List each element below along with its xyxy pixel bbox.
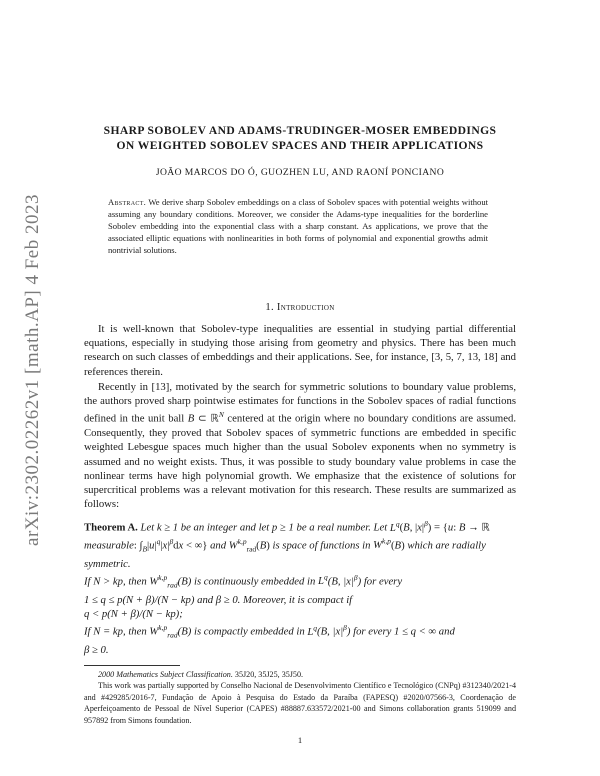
theorem-a xyxy=(84,517,516,657)
theorem-statement: Theorem A. Let k ≥ 1 be an integer and let p ≥ 1 be a real number. Let $L^q(B$, $|x|^\beta) = \{u$: B → ℝ measurable: $\int_B|u|^q|x|^\beta dx$ < ∞} and W$^{k,p}_{rad}$(B) is space of functions in W$^{k,p}$(B) which are radially symmetric. xyxy=(84,519,490,570)
ball-symbol: B xyxy=(187,412,195,425)
section-title: Introduction xyxy=(276,302,335,313)
theorem-label: Theorem A. xyxy=(84,521,138,534)
footnotes xyxy=(84,665,516,726)
abstract xyxy=(108,196,488,256)
title-line-1: SHARP SOBOLEV AND ADAMS-TRUDINGER-MOSER EMBEDDINGS xyxy=(103,124,497,137)
author-list: JOÃO MARCOS DO Ó, GUOZHEN LU, AND RAONÍ PONCIANO xyxy=(155,167,445,178)
abstract-text: We derive sharp Sobolev embeddings on a class of Sobolev spaces with potential weights without assuming any boundary conditions. Moreover, we consider the Adams-type inequalities for the borderline Sobolev embedding into the exponential class with a sharp constant. As applications, we prove that the associated elliptic equations with nonlinearities in both forms of polynomial and exponential growths admit nontrivial solutions. xyxy=(108,197,489,256)
arxiv-identifier-sidebar xyxy=(18,160,48,580)
footnote-rule xyxy=(84,665,180,666)
theorem-case-1: If N > kp, then W$^{k,p}_{rad}$(B) is continuously embedded in $L^q(B$, $|x|^\beta$) for every 1 ≤ q ≤ p(N + β)/(N − kp) and β ≥ 0. Moreover, it is compact if q < p(N + β)/(N − kp); xyxy=(84,572,403,620)
section-heading xyxy=(84,302,516,313)
paper-title xyxy=(84,123,516,153)
paragraph-2-part-2: centered at the origin where no boundary conditions are assumed. Consequently, they proved that Sobolev spaces of symmetric functions are embedded in specific weighted Lebesgue spaces much higher than the usual Sobolev exponents when no symmetry is assumed and no weight exists. Thus, it was possible to study boundary value problems in case the nonlinear terms have high polynomial growth. We emphasize that the existence of solutions for supercritical problems was a relevant motivation for this research. These results are summarized as follows: xyxy=(84,412,516,511)
page-number: 1 xyxy=(297,735,303,745)
theorem-case-2: If N = kp, then W$^{k,p}_{rad}$(B) is compactly embedded in $L^q(B$, $|x|^\beta$) for every 1 ≤ q < ∞ and β ≥ 0. xyxy=(84,623,455,657)
arxiv-identifier: arXiv:2302.02262v1 [math.AP] 4 Feb 2023 xyxy=(22,194,44,546)
section-number: 1. xyxy=(265,302,274,313)
paragraph-2-part-1: Recently in [13], motivated by the search for symmetric solutions to boundary value problems, the authors proved sharp pointwise estimates for functions in the Sobolev spaces of radial functions defined in the unit ball xyxy=(84,381,516,425)
msc-footnote: 2000 Mathematics Subject Classification. 35J20, 35J25, 35J50. xyxy=(98,670,304,679)
paragraph-1: It is well-known that Sobolev-type inequalities are essential in studying partial differential equations, especially in studying those arising from geometry and physics. There has been much research on such classes of embeddings and their applications. See, for instance, [3, 5, 7, 13, 18] and references therein. xyxy=(84,323,516,378)
abstract-label: Abstract. xyxy=(108,197,147,207)
funding-footnote: This work was partially supported by Conselho Nacional de Desenvolvimento Científico e Tecnológico (CNPq) #312340/2021-4 and #429285/2016-7, Fundação de Apoio à Pesquisa do Estado da Paraíba (FAPESQ) #2020/07566-3, Coordenação de Aperfeiçoamento de Pessoal de Nível Superior (CAPES) #88887.633572/2021-00 and Simons collaboration grants 519099 and 957892 from Simons foundation. xyxy=(84,681,516,725)
paragraph-2: Recently in [13], motivated by the search for symmetric solutions to boundary value problems, the authors proved sharp pointwise estimates for functions in the Sobolev spaces of radial functions defined in the unit ball B ⊂ ℝ$^N$ centered at the origin where no boundary conditions are assumed. Consequently, they proved that Sobolev spaces of symmetric functions are embedded in specific weighted Lebesgue spaces much higher than the usual Sobolev exponents when no symmetry is assumed and no weight exists. Thus, it was possible to study boundary value problems in case the nonlinear terms have high polynomial growth. We emphasize that the existence of solutions for supercritical problems was a relevant motivation for this research. These results are summarized as follows: xyxy=(84,381,516,511)
title-line-2: ON WEIGHTED SOBOLEV SPACES AND THEIR APPLICATIONS xyxy=(116,139,484,152)
